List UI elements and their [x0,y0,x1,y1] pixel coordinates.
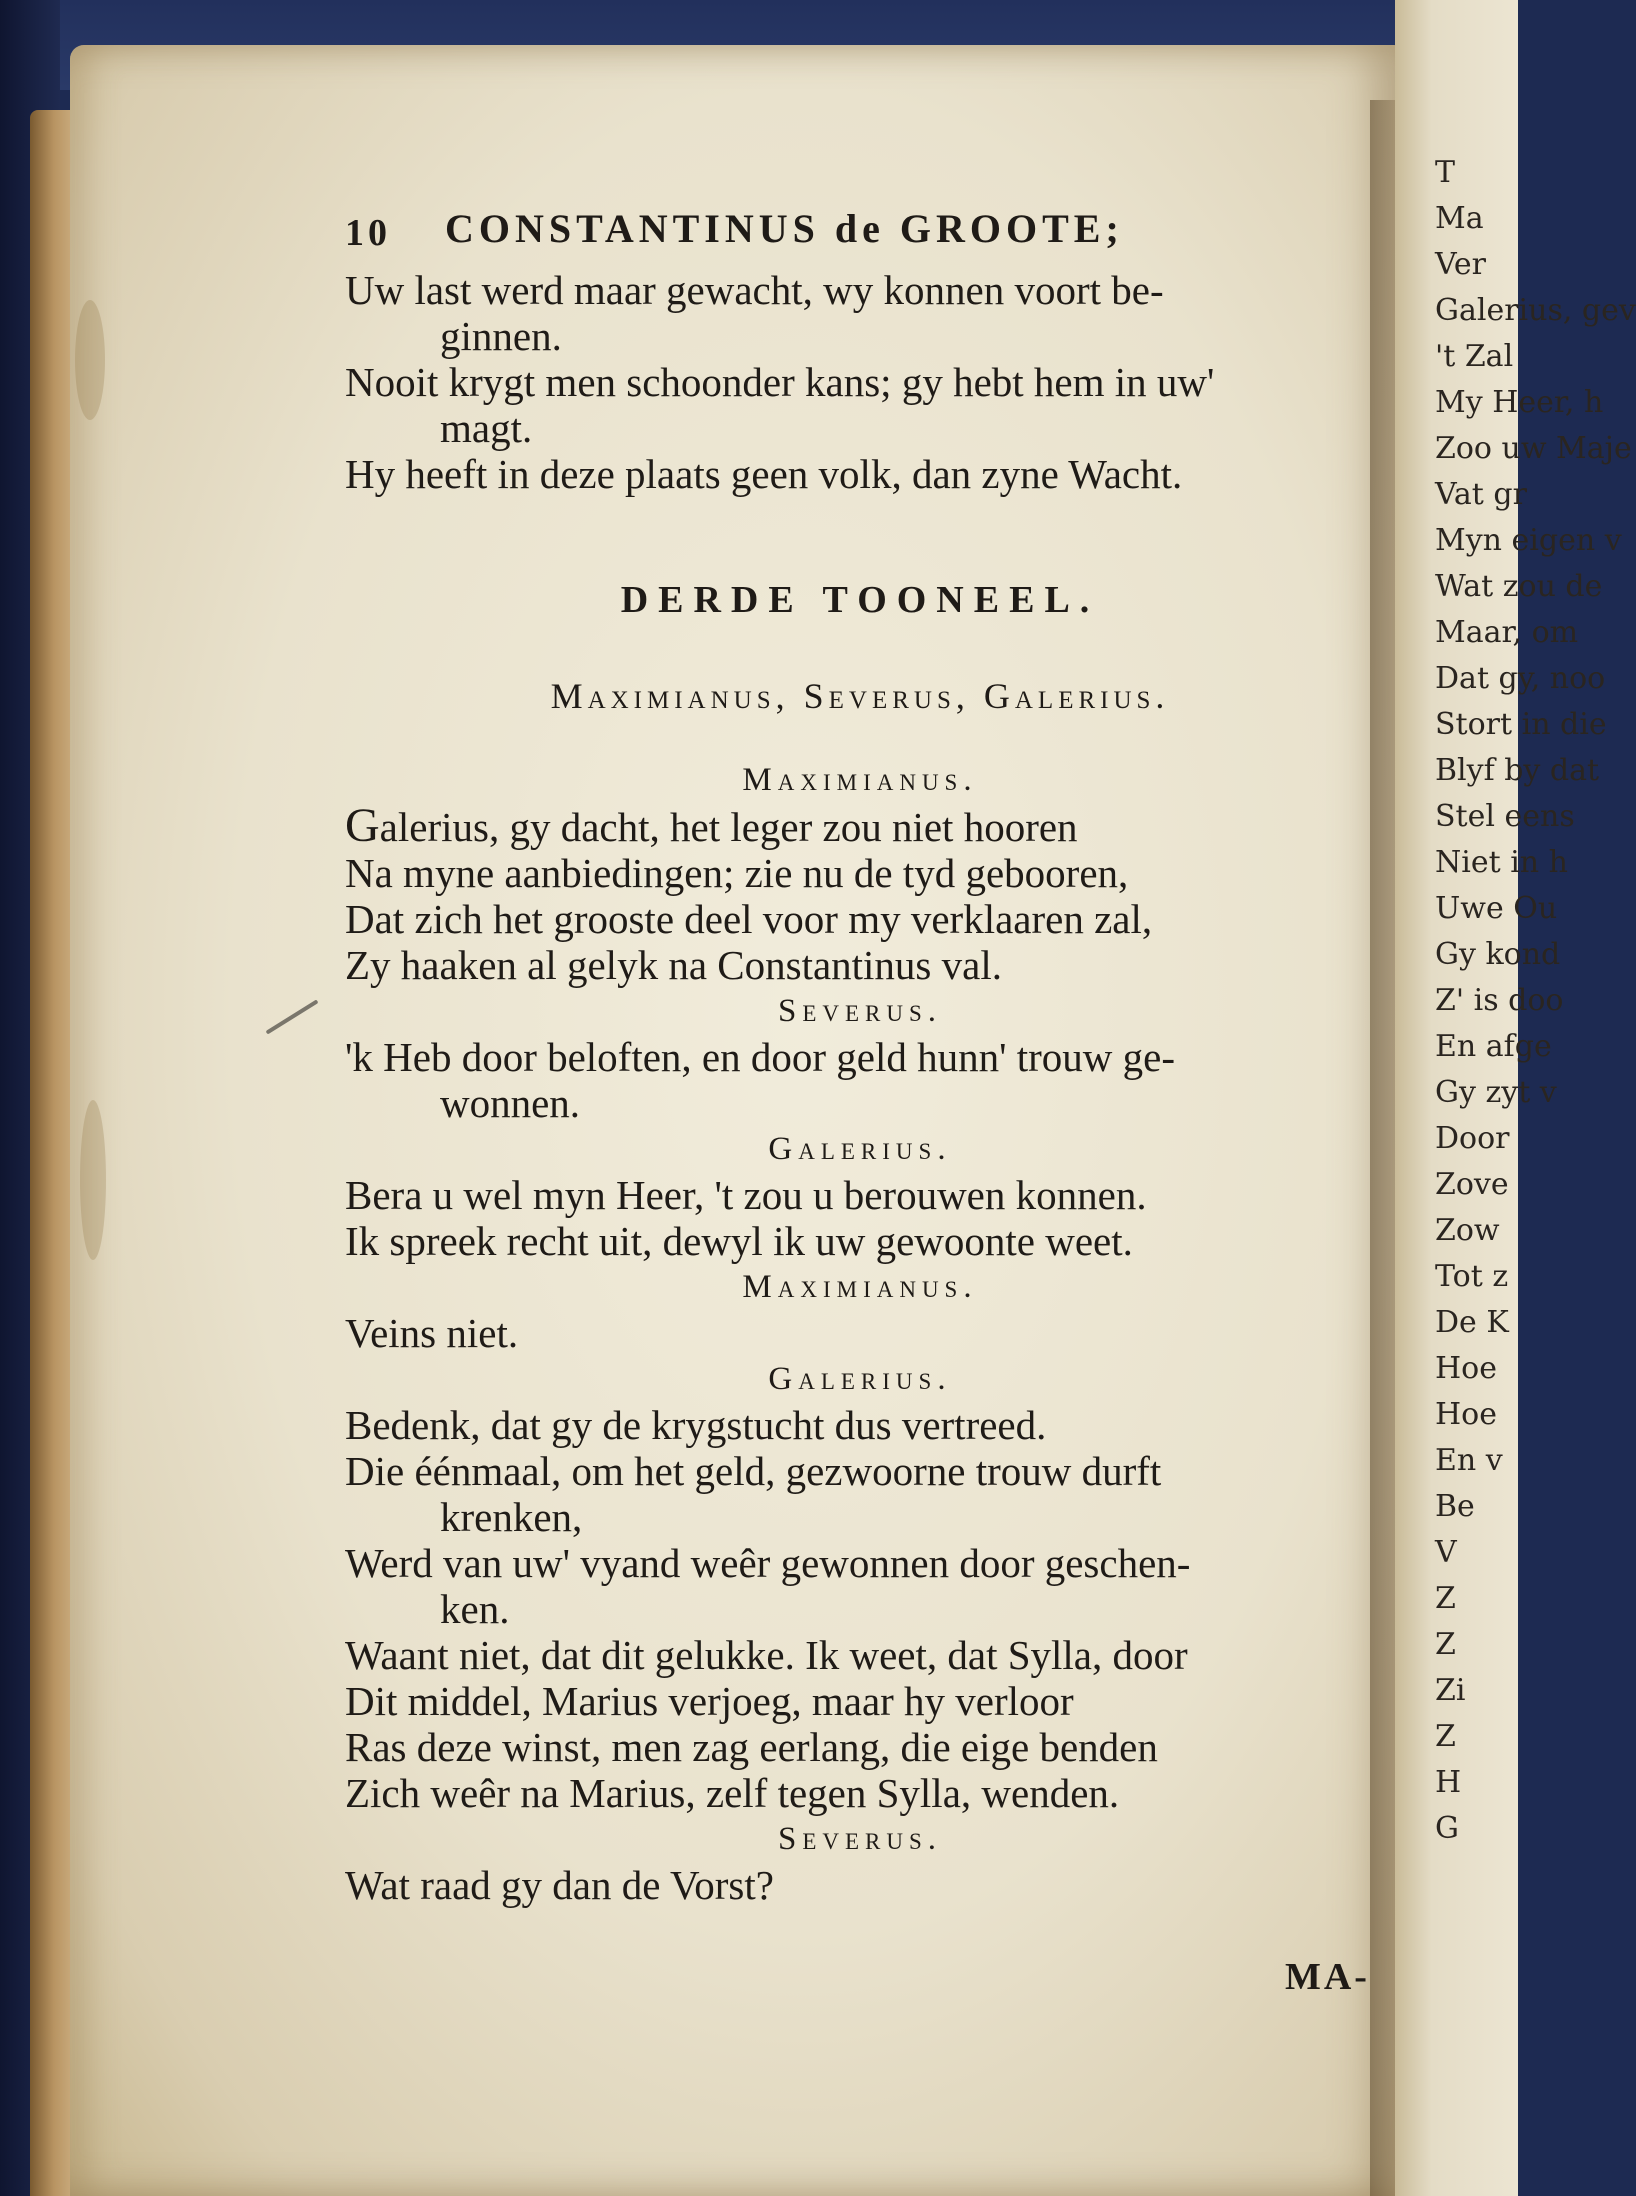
facing-page-fragment: H [1435,1765,1462,1800]
cast-list: Maximianus, Severus, Galerius. [550,676,1170,716]
verse-line: Wat raad gy dan de Vorst? [345,1862,774,1908]
page-text [345,205,1375,1908]
verse-line-continuation: wonnen. [440,1080,581,1126]
verse-line: Werd van uw' vyand weêr gewonnen door geschen- [345,1540,1191,1586]
facing-page-fragment: Niet in h [1435,845,1568,880]
facing-page-fragment: De K [1435,1305,1509,1340]
facing-page-fragment: Z' is doo [1435,983,1564,1018]
running-head [345,205,1375,267]
verse-line: Hy heeft in deze plaats geen volk, dan zyne Wacht. [345,451,1183,497]
facing-page-fragment: T [1435,155,1456,190]
verse-line: 'k Heb door beloften, en door geld hunn' trouw ge- [345,1034,1176,1080]
facing-page-fragment: Stort in die [1435,707,1607,742]
page-number: 10 [345,212,391,254]
verse-line: Dit middel, Marius verjoeg, maar hy verloor [345,1678,1074,1724]
verse-line: Zich weêr na Marius, zelf tegen Sylla, wenden. [345,1770,1120,1816]
verse-line: Na myne aanbiedingen; zie nu de tyd gebooren, [345,850,1129,896]
facing-page-fragment: Gy kond [1435,937,1561,972]
running-title: CONSTANTINUS de GROOTE; [445,206,1124,251]
facing-page-fragment: Dat gy, noo [1435,661,1606,696]
verse-line: Galerius, gy dacht, het leger zou niet hooren [345,799,1078,852]
dialogue [345,757,1375,1908]
facing-page-fragment: Blyf by dat [1435,753,1600,788]
facing-page-fragment: Stel eens [1435,799,1575,834]
speaker-name: Maximianus. [742,1269,978,1305]
facing-page-fragment: Gy zyt v [1435,1075,1557,1110]
facing-page-fragment: Zoo uw Maje [1435,431,1632,466]
facing-page-fragment: Myn eigen v [1435,523,1622,558]
verse-line: Ras deze winst, men zag eerlang, die eige benden [345,1724,1158,1770]
facing-page-fragment: Be [1435,1489,1475,1524]
facing-page-fragment: Wat zou de [1435,569,1603,604]
verse-line: Zy haaken al gelyk na Constantinus val. [345,942,1002,988]
paper-stain [75,300,105,420]
facing-page-fragment: My Heer, h [1435,385,1604,420]
speaker-name: Severus. [777,993,943,1029]
facing-page-fragment: Zove [1435,1167,1509,1202]
verse-line: Bera u wel myn Heer, 't zou u berouwen konnen. [345,1172,1147,1218]
facing-page-fragment: G [1435,1811,1459,1846]
facing-page-fragment: Hoe [1435,1397,1497,1432]
opening-verse [345,267,1375,497]
facing-page-fragment: Ma [1435,201,1484,236]
speaker-name: Galerius. [768,1131,952,1167]
verse-line: Veins niet. [345,1310,519,1356]
facing-page-fragment: Galerius, gev [1435,293,1636,328]
facing-page-fragment: Maar, om [1435,615,1579,650]
verse-line: Uw last werd maar gewacht, wy konnen voort be- [345,267,1164,313]
facing-page-fragment: Ver [1435,247,1487,282]
facing-page-fragment: Hoe [1435,1351,1497,1386]
verse-line: Bedenk, dat gy de krygstucht dus vertreed. [345,1402,1047,1448]
facing-page-fragment: Door [1435,1121,1510,1156]
verse-line: Ik spreek recht uit, dewyl ik uw gewoonte weet. [345,1218,1133,1264]
speaker-name: Maximianus. [742,762,978,798]
verse-line-continuation: magt. [440,405,533,451]
verse-line: Dat zich het grooste deel voor my verklaaren zal, [345,896,1153,942]
facing-page-fragment: 't Zal [1435,339,1514,374]
verse-line: Nooit krygt men schoonder kans; gy hebt hem in uw' [345,359,1215,405]
facing-page-fragment: Z [1435,1719,1456,1754]
facing-page-fragment: Zow [1435,1213,1500,1248]
verse-line: Waant niet, dat dit gelukke. Ik weet, dat Sylla, door [345,1632,1188,1678]
facing-page-fragment: Z [1435,1627,1456,1662]
facing-page-fragment: En v [1435,1443,1503,1478]
facing-page-fragment: Vat gr [1435,477,1527,512]
paper-stain [80,1100,106,1260]
speaker-name: Galerius. [768,1361,952,1397]
right-page [1395,0,1636,2196]
verse-line-continuation: ken. [440,1586,510,1632]
facing-page-fragment: Uwe Ou [1435,891,1558,926]
verse-line: Die éénmaal, om het geld, gezwoorne trouw durft [345,1448,1162,1494]
facing-page-text [1435,150,1636,1852]
facing-page-fragment: V [1435,1535,1457,1570]
facing-page-fragment: Tot z [1435,1259,1509,1294]
facing-page-fragment: Zi [1435,1673,1466,1708]
speaker-name: Severus. [777,1821,943,1857]
scene-title: DERDE TOONEEL. [620,579,1100,621]
verse-line-continuation: krenken, [440,1494,583,1540]
catchword: MA- [1285,1956,1370,1998]
facing-page-fragment: En afge [1435,1029,1552,1064]
verse-line-continuation: ginnen. [440,313,562,359]
facing-page-fragment: Z [1435,1581,1456,1616]
